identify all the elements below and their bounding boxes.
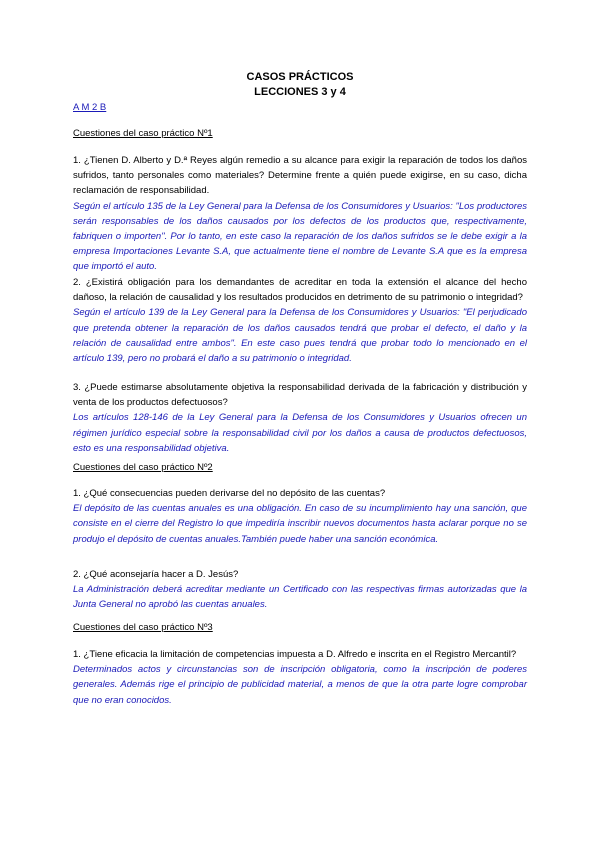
question-text: 1. ¿Tiene eficacia la limitación de competencias impuesta a D. Alfredo e inscrita en el Registro Mercantil?: [73, 649, 517, 660]
qa-block-case-1-q1: [73, 153, 527, 275]
section-heading-case-2: Cuestiones del caso práctico Nº2: [73, 462, 213, 473]
group-label: A M 2 B: [73, 102, 107, 113]
answer-text: El depósito de las cuentas anuales es una obligación. En caso de su incumplimiento hay una sanción, que consiste en el cierre del Registro lo que impediría inscribir nuevos documentos hasta aclarar porque no se produjo el depósito de cuentas anuales.También puede haber una sanción económica.: [73, 503, 527, 545]
answer-text: Según el artículo 139 de la Ley General para la Defensa de los Consumidores y Usuarios: "El perjudicado que pretenda obtener la reparación de los daños causados tendrá que probar el defecto, el daño y la relación de causalidad entre ambos". En este caso pues tendrá que probar todo lo mencionado en el artículo 139, pero no probará el daño a su patrimonio o integridad.: [73, 307, 527, 365]
section-heading-case-3: Cuestiones del caso práctico Nº3: [73, 622, 213, 633]
section-heading-case-1: Cuestiones del caso práctico Nº1: [73, 128, 213, 139]
question-text: 3. ¿Puede estimarse absolutamente objetiva la responsabilidad derivada de la fabricación y distribución y venta de los productos defectuosos?: [73, 382, 527, 409]
qa-block-case-1-q2: [73, 275, 527, 366]
qa-block-case-2-q1: [73, 486, 527, 547]
qa-block-case-1-q3: [73, 380, 527, 456]
answer-text: La Administración deberá acreditar mediante un Certificado con las respectivas firmas autorizadas que la Junta General no aprobó las cuentas anuales.: [73, 584, 527, 611]
question-text: 2. ¿Qué aconsejaría hacer a D. Jesús?: [73, 569, 239, 580]
document-subtitle: LECCIONES 3 y 4: [254, 86, 346, 98]
qa-block-case-2-q2: [73, 567, 527, 613]
question-text: 1. ¿Qué consecuencias pueden derivarse del no depósito de las cuentas?: [73, 488, 386, 499]
question-text: 1. ¿Tienen D. Alberto y D.ª Reyes algún remedio a su alcance para exigir la reparación de todos los daños sufridos, tanto personales como materiales? Determine frente a quién puede exigirse, en su caso, dicha reclamación de responsabilidad.: [73, 155, 527, 197]
qa-block-case-3-q1: [73, 647, 527, 708]
document-title: CASOS PRÁCTICOS: [246, 71, 354, 83]
answer-text: Según el artículo 135 de la Ley General para la Defensa de los Consumidores y Usuarios: "Los productores serán responsables de los daños causados por los defectos de los productos que, respectivamente, fabriquen o importen". Por lo tanto, en este caso la reparación de los daños sufridos se le debe exigir a la empresa Importaciones Levante S.A, que actualmente tiene el nombre de Levante S.A que es la empresa que importó el auto.: [73, 200, 527, 273]
question-text: 2. ¿Existirá obligación para los demandantes de acreditar en toda la extensión el alcance del hecho dañoso, la relación de causalidad y los resultados producidos en detrimento de su patrimonio o integridad?: [73, 277, 527, 304]
answer-text: Los artículos 128-146 de la Ley General para la Defensa de los Consumidores y Usuarios ofrecen un régimen jurídico especial sobre la responsabilidad civil por los daños a causa de productos defectuosos, esto es una responsabilidad objetiva.: [73, 412, 527, 454]
answer-text: Determinados actos y circunstancias son de inscripción obligatoria, como la inscripción de poderes generales. Además rige el principio de publicidad material, a menos de que la otra parte logre comprobar que no eran conocidos.: [73, 664, 527, 706]
